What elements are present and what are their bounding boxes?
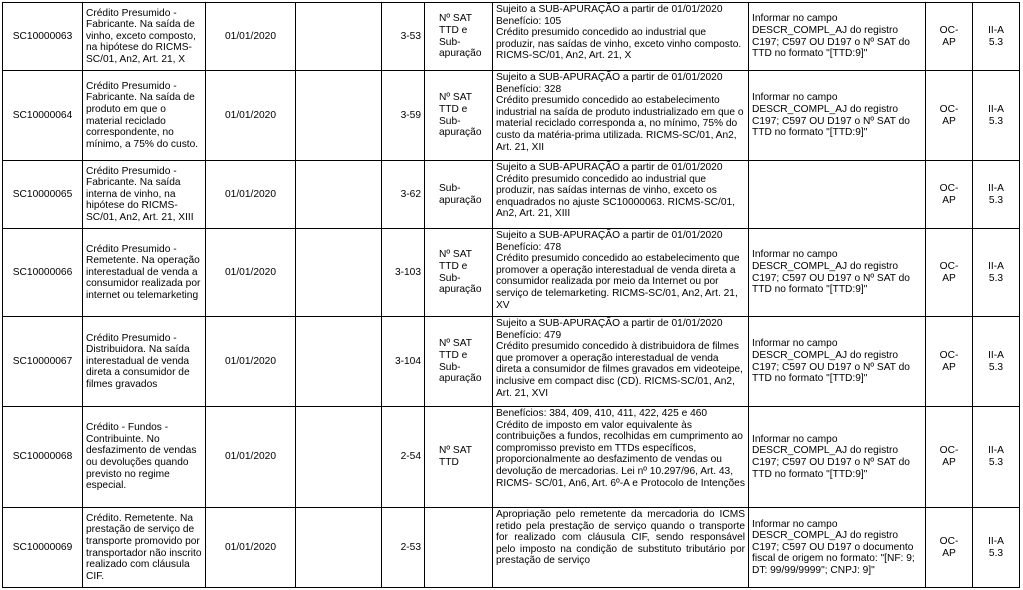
reference-cell: 2-54 <box>382 407 425 508</box>
observation-cell <box>493 229 749 317</box>
type-cell <box>425 229 493 317</box>
end-date-cell <box>296 229 382 317</box>
oc-cell <box>926 317 973 407</box>
table-row <box>3 508 1020 588</box>
oc-text: OC- AP <box>939 349 959 373</box>
table-row <box>3 317 1020 407</box>
observation-cell <box>493 71 749 161</box>
observation-text: Sujeito a SUB-APURAÇÃO a partir de 01/01/2020 Benefício: 328 Crédito presumido concedido ao estabelecimento industrial na saída de produto industrializado em que o material reciclado corresponda a, no mínimo, 75% do custo da matéria-prima utilizada. RICMS-SC/01, An2, Art. 21, XII <box>496 72 744 153</box>
ajustes-table <box>2 2 1020 588</box>
section-cell <box>973 508 1020 588</box>
reference-cell: 3-104 <box>382 317 425 407</box>
reference-cell: 2-53 <box>382 508 425 588</box>
instruction-cell: Informar no campo DESCR_COMPL_AJ do registro C197; C597 OU D197 o Nº SAT do TTD no formato "[TTD:9]" <box>749 3 926 71</box>
section-cell <box>973 161 1020 229</box>
observation-text: Benefícios: 384, 409, 410, 411, 422, 425 e 460 Crédito de imposto em valor equivalente às contribuições a fundos, recolhidas em cumprimento ao compromisso previsto em TTDs específicos, proporcionalmente ao desfazimento de vendas ou devolução de mercadorias. Lei nº 10.297/96, Art. 43, RICMS- SC/01, An6, Art. 6º-A e Protocolo de Intenções <box>496 408 745 489</box>
table-row <box>3 3 1020 71</box>
observation-cell <box>493 508 749 588</box>
reference-cell: 3-59 <box>382 71 425 161</box>
instruction-cell: Informar no campo DESCR_COMPL_AJ do registro C197; C597 OU D197 o Nº SAT do TTD no formato "[TTD:9]" <box>749 407 926 508</box>
type-cell <box>425 317 493 407</box>
section-cell <box>973 3 1020 71</box>
instruction-cell: Informar no campo DESCR_COMPL_AJ do registro C197; C597 OU D197 o documento fiscal de origem no formato: "[NF: 9; DT: 99/99/9999"; CNPJ: 9]" <box>749 508 926 588</box>
table-row <box>3 71 1020 161</box>
instruction-cell <box>749 161 926 229</box>
type-cell <box>425 71 493 161</box>
observation-text: Sujeito a SUB-APURAÇÃO a partir de 01/01/2020 Benefício: 479 Crédito presumido concedido à distribuidora de filmes que promover a operação interestadual de venda direta a consumidor de filmes gravados em videoteipe, inclusive em compact disc (CD). RICMS-SC/01, An2, Art. 21, XVI <box>496 318 743 399</box>
instruction-cell: Informar no campo DESCR_COMPL_AJ do registro C197; C597 OU D197 o Nº SAT do TTD no formato "[TTD:9]" <box>749 229 926 317</box>
observation-cell <box>493 161 749 229</box>
oc-cell <box>926 71 973 161</box>
type-cell <box>425 161 493 229</box>
table-body <box>3 3 1020 588</box>
table-row <box>3 407 1020 508</box>
type-text: Nº SAT TTD e Sub- apuração <box>439 13 482 60</box>
section-text: II-A 5.3 <box>988 535 1004 559</box>
description-cell: Crédito Presumido - Remetente. Na operação interestadual de venda a consumidor realizada por internet ou telemarketing <box>83 229 206 317</box>
description-cell: Crédito - Fundos - Contribuinte. No desfazimento de vendas ou devoluções quando previsto no regime especial. <box>83 407 206 508</box>
table-row <box>3 229 1020 317</box>
section-text: II-A 5.3 <box>988 24 1004 48</box>
oc-cell <box>926 508 973 588</box>
code-cell: SC10000065 <box>3 161 83 229</box>
end-date-cell <box>296 317 382 407</box>
oc-text: OC- AP <box>939 103 959 127</box>
section-cell <box>973 229 1020 317</box>
oc-cell <box>926 407 973 508</box>
observation-text: Sujeito a SUB-APURAÇÃO a partir de 01/01/2020 Crédito presumido concedido ao industrial que produzir, nas saídas internas de vinho, exceto os enquadrados no ajuste SC10000063. RICMS-SC/01, An2, Art. 21, XIII <box>496 162 735 220</box>
observation-text: Apropriação pelo remetente da mercadoria do ICMS retido pela prestação de serviço quando o transporte for realizado com cláusula CIF, sendo responsável pelo imposto na condição de substituto tributário por prestação de serviço <box>496 509 745 567</box>
end-date-cell <box>296 508 382 588</box>
type-text: Nº SAT TTD e Sub- apuração <box>439 92 482 139</box>
type-text: Nº SAT TTD <box>439 445 472 468</box>
observation-cell <box>493 3 749 71</box>
oc-cell <box>926 161 973 229</box>
code-cell: SC10000067 <box>3 317 83 407</box>
description-cell: Crédito Presumido - Fabricante. Na saída de vinho, exceto composto, na hipótese do RICMS-SC/01, An2, Art. 21, X <box>83 3 206 71</box>
end-date-cell <box>296 71 382 161</box>
section-text: II-A 5.3 <box>988 182 1004 206</box>
type-cell <box>425 508 493 588</box>
oc-text: OC- AP <box>939 535 959 559</box>
oc-text: OC- AP <box>939 24 959 48</box>
observation-text: Sujeito a SUB-APURAÇÃO a partir de 01/01/2020 Benefício: 478 Crédito presumido concedido ao estabelecimento que promover a operação interestadual de venda direta a consumidor realizada por meio da Internet ou por serviço de telemarketing. RICMS-SC/01, An2, Art. 21, XV <box>496 230 740 311</box>
section-text: II-A 5.3 <box>988 103 1004 127</box>
section-text: II-A 5.3 <box>988 445 1004 468</box>
oc-text: OC- AP <box>939 182 959 206</box>
code-cell: SC10000063 <box>3 3 83 71</box>
oc-cell <box>926 3 973 71</box>
section-cell <box>973 71 1020 161</box>
start-date-cell: 01/01/2020 <box>206 407 296 508</box>
start-date-cell: 01/01/2020 <box>206 3 296 71</box>
observation-cell <box>493 407 749 508</box>
start-date-cell: 01/01/2020 <box>206 317 296 407</box>
end-date-cell <box>296 3 382 71</box>
start-date-cell: 01/01/2020 <box>206 161 296 229</box>
end-date-cell <box>296 407 382 508</box>
start-date-cell: 01/01/2020 <box>206 71 296 161</box>
code-cell: SC10000064 <box>3 71 83 161</box>
reference-cell: 3-53 <box>382 3 425 71</box>
start-date-cell: 01/01/2020 <box>206 229 296 317</box>
end-date-cell <box>296 161 382 229</box>
type-cell <box>425 407 493 508</box>
reference-cell: 3-62 <box>382 161 425 229</box>
observation-text: Sujeito a SUB-APURAÇÃO a partir de 01/01/2020 Benefício: 105 Crédito presumido concedido ao industrial que produzir, nas saídas de vinho, exceto vinho composto. RICMS-SC/01, An2, Art. 21, X <box>496 4 742 62</box>
section-cell <box>973 407 1020 508</box>
start-date-cell: 01/01/2020 <box>206 508 296 588</box>
code-cell: SC10000066 <box>3 229 83 317</box>
table-row <box>3 161 1020 229</box>
instruction-cell: Informar no campo DESCR_COMPL_AJ do registro C197; C597 OU D197 o Nº SAT do TTD no formato "[TTD:9]" <box>749 71 926 161</box>
code-cell: SC10000068 <box>3 407 83 508</box>
section-cell <box>973 317 1020 407</box>
oc-text: OC- AP <box>939 260 959 284</box>
description-cell: Crédito Presumido - Distribuidora. Na saída interestadual de venda direta a consumidor de filmes gravados <box>83 317 206 407</box>
type-text: Sub- apuração <box>439 182 482 206</box>
type-text: Nº SAT TTD e Sub- apuração <box>439 338 482 385</box>
description-cell: Crédito Presumido - Fabricante. Na saída de produto em que o material reciclado correspondente, no mínimo, a 75% do custo. <box>83 71 206 161</box>
description-cell: Crédito Presumido - Fabricante. Na saída interna de vinho, na hipótese do RICMS-SC/01, An2, Art. 21, XIII <box>83 161 206 229</box>
description-cell: Crédito. Remetente. Na prestação de serviço de transporte promovido por transportador não inscrito realizado com cláusula CIF. <box>83 508 206 588</box>
code-cell: SC10000069 <box>3 508 83 588</box>
reference-cell: 3-103 <box>382 229 425 317</box>
section-text: II-A 5.3 <box>988 260 1004 284</box>
instruction-cell: Informar no campo DESCR_COMPL_AJ do registro C197; C597 OU D197 o Nº SAT do TTD no formato "[TTD:9]" <box>749 317 926 407</box>
oc-cell <box>926 229 973 317</box>
type-cell <box>425 3 493 71</box>
type-text: Nº SAT TTD e Sub- apuração <box>439 249 482 296</box>
observation-cell <box>493 317 749 407</box>
oc-text: OC- AP <box>939 445 959 468</box>
section-text: II-A 5.3 <box>988 349 1004 373</box>
